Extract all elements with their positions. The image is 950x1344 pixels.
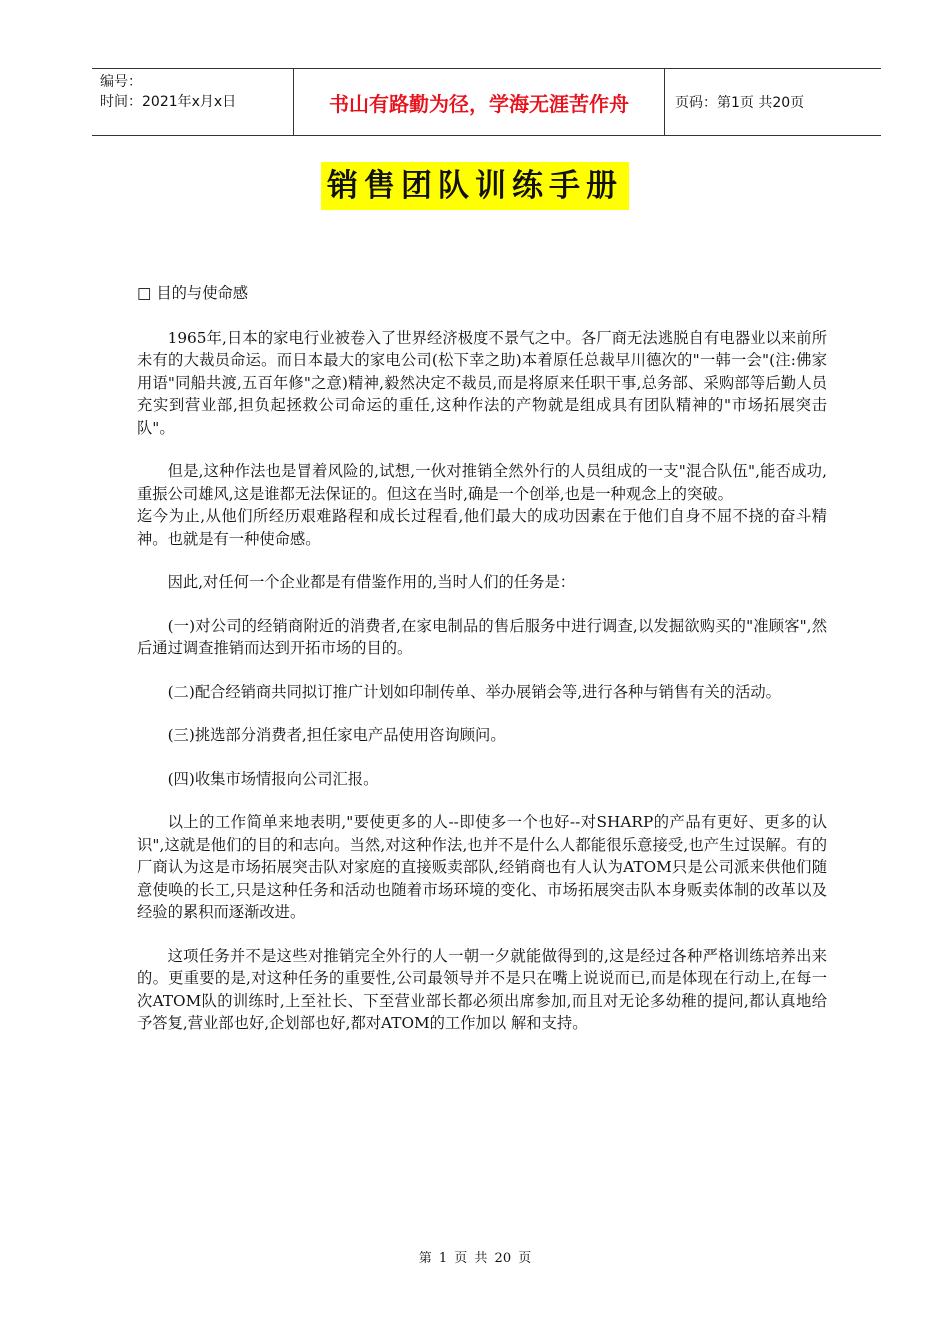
body-paragraph: 这项任务并不是这些对推销完全外行的人一朝一夕就能做得到的,这是经过各种严格训练培养出来的。更重要的是,对这种任务的重要性,公司最领导并不是只在嘴上说说而已,而是体现在行动上,在每一次ATOM队的训练时,上至社长、下至营业部长都必须出席参加,而且对无论多幼稚的提问,都认真地给予答复,营业部也好,企划部也好,都对ATOM的工作加以 解和支持。 <box>137 946 827 1032</box>
header-info-cell <box>92 69 293 135</box>
list-item: (一)对公司的经销商附近的消费者,在家电制品的售后服务中进行调查,以发掘欲购买的"准顾客",然后通过调查推销而达到开拓市场的目的。 <box>137 616 827 657</box>
body-paragraph: 以上的工作简单来地表明,"要使更多的人--即使多一个也好--对SHARP的产品有更好、更多的认识",这就是他们的目的和志向。当然,对这种作法,也并不是什么人都能很乐意接受,也产生过误解。有的厂商认为这是市场拓展突击队对家庭的直接贩卖部队,经销商也有人认为ATOM只是公司派来供他们随意使唤的长工,只是这种任务和活动也随着市场环境的变化、市场拓展突击队本身贩卖体制的改革以及经验的累积而逐渐改进。 <box>137 813 827 921</box>
header-motto: 书山有路勤为径，学海无涯苦作舟 <box>293 69 665 135</box>
title-wrapper <box>0 162 950 210</box>
body-paragraph: 但是,这种作法也是冒着风险的,试想,一伙对推销全然外行的人员组成的一支"混合队伍",能否成功,重振公司雄风,这是谁都无法保证的。但这在当时,确是一个创举,也是一种观念上的突破。 <box>137 462 827 503</box>
document-body <box>137 282 827 1056</box>
page-footer: 第 1 页 共 20 页 <box>418 1251 532 1266</box>
body-paragraph: 因此,对任何一个企业都是有借鉴作用的,当时人们的任务是： <box>167 573 576 591</box>
document-time: 时间：2021年x月x日 <box>100 94 237 110</box>
body-paragraph: 迄今为止,从他们所经历艰难路程和成长过程看,他们最大的成功因素在于他们自身不屈不挠的奋斗精神。也就是有一种使命感。 <box>137 507 827 548</box>
section-heading: □ 目的与使命感 <box>137 284 249 302</box>
list-item: (二)配合经销商共同拟订推广计划如印制传单、举办展销会等,进行各种与销售有关的活动。 <box>167 682 781 701</box>
document-title: 销售团队训练手册 <box>321 162 629 210</box>
body-paragraph: 1965年,日本的家电行业被卷入了世界经济极度不景气之中。各厂商无法逃脱自有电器业以来前所未有的大裁员命运。而日本最大的家电公司(松下幸之助)本着原任总裁早川德次的"一韩一会"(注:佛家用语"同船共渡,五百年修"之意)精神,毅然决定不裁员,而是将原来任职干事,总务部、采购部等后勤人员充实到营业部,担负起拯救公司命运的重任,这种作法的产物就是组成具有团队精神的"市场拓展突击队"。 <box>137 328 827 437</box>
page-header <box>92 68 881 136</box>
header-page-number: 页码：第1页 共20页 <box>675 95 805 111</box>
document-number-label: 编号： <box>100 74 142 90</box>
list-item: (四)收集市场情报向公司汇报。 <box>167 769 379 788</box>
list-item: (三)挑选部分消费者,担任家电产品使用咨询顾问。 <box>167 726 506 744</box>
